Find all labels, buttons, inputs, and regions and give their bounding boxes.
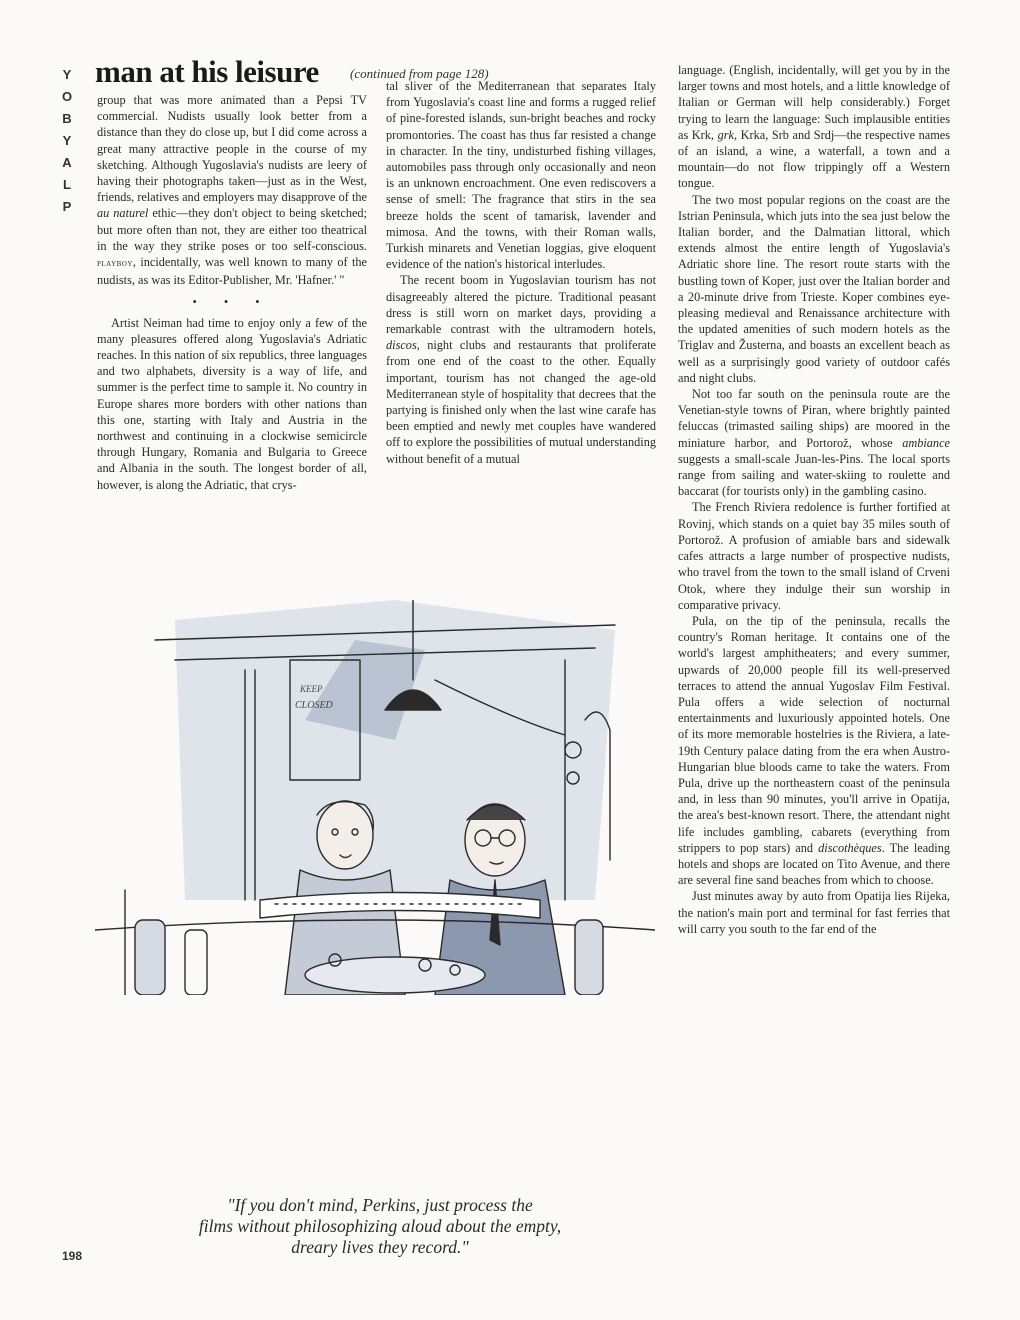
logo-letter: O — [61, 89, 73, 104]
page-number: 198 — [62, 1249, 83, 1263]
column-2 — [386, 78, 656, 467]
paragraph: group that was more animated than a Pepsi TV commercial. Nudists usually look better from a distance than they do close up, but I did come across a great many attractive people in the course of my sketching. Although Yugoslavia's nudists are leery of having their photographs taken—just as in the West, friends, relatives and employers may disapprove of the au naturel ethic—they don't object to being sketched; but more often than not, they are either too theatrical in the way they strike poses or too self-conscious. playboy, incidentally, was well known to many of the nudists, as was its Editor-Publisher, Mr. 'Hafner.' " — [97, 93, 367, 288]
logo-letter: Y — [62, 67, 72, 82]
cartoon-caption: "If you don't mind, Perkins, just process the films without philosophizing aloud about the empty, dreary lives they record." — [198, 1195, 562, 1257]
paragraph: language. (English, incidentally, will get you by in the larger towns and most hotels, and a little knowledge of Italian or German will help considerably.) Forget trying to learn the language: Such implausible entities as Krk, grk, Krka, Srb and Srdj—the respective names of an island, a wine, a waterfall, a town and a mountain—do not flow trippingly off a Western tongue. — [678, 63, 951, 191]
column-3 — [678, 62, 950, 937]
article-title: man at his leisure — [95, 54, 319, 89]
paragraph: The recent boom in Yugoslavian tourism has not disagreeably altered the picture. Traditional peasant dress is still worn on market days, providing a remarkable contrast with the ultramodern hotels, discos, night clubs and restaurants that proliferate from one end of the coast to the other. Equally important, tourism has not changed the age-old Mediterranean style of hospitality that decrees that the partying is finished only when the last wine carafe has been emptied and newly met couples have wandered off to explore the possibilities of mutual understanding without benefit of a mutual — [386, 273, 656, 466]
magazine-vertical-logo — [57, 64, 77, 218]
logo-letter: P — [62, 199, 72, 214]
paragraph: Pula, on the tip of the peninsula, recalls the country's Roman heritage. It contains one of the world's largest amphitheaters; and every summer, upwards of 20,000 people fill its well-preserved terraces to attend the annual Yugoslav Film Festival. Pula offers a wide selection of nocturnal entertainments and luxuriously appointed hotels. One of its more memorable hostelries is the Riviera, a late-19th Century palace dating from the era when Austro-Hungarian blue bloods came to take the waters. From Pula, drive up the northeastern coast of the peninsula and, in less than 90 minutes, you'll arrive in Opatija, the area's best-known resort. There, the attendant night life includes gambling, cabarets (everything from strippers to pop stars) and discothèques. The leading hotels and shops are located on Tito Avenue, and there are several fine sand beaches from which to choose. — [678, 613, 951, 888]
svg-text:CLOSED: CLOSED — [295, 700, 333, 711]
paragraph: Just minutes away by auto from Opatija lies Rijeka, the nation's main port and terminal for fast ferries that will carry you south to the far end of the — [678, 889, 950, 936]
paragraph: Not too far south on the peninsula route are the Venetian-style towns of Piran, where brightly painted feluccas (trimasted sailing ships) are moored in the miniature harbor, and Portorož, whose ambiance suggests a small-scale Juan-les-Pins. The local sports range from sailing and water-skiing to roulette and baccarat (for tourists only) in the gambling casino. — [678, 387, 950, 499]
logo-letter: B — [62, 111, 72, 126]
section-break: • • • — [192, 295, 272, 310]
logo-letter: L — [63, 177, 71, 192]
cartoon-illustration — [95, 600, 655, 995]
continued-note: (continued from page 128) — [350, 66, 489, 81]
paragraph: The French Riviera redolence is further fortified at Rovinj, which stands on a quiet bay 35 miles south of Portorož. A profusion of amiable bars and sidewalk cafes attracts a large number of prospective nudists, who travel from the town to the small island of Crveni Otok, where they indulge their sun worship in comparative privacy. — [678, 500, 950, 612]
logo-letter: A — [62, 155, 72, 170]
paragraph: The two most popular regions on the coast are the Istrian Peninsula, which juts into the sea just below the Italian border, and the Dalmatian littoral, which extends almost the entire length of Yugoslavia's Adriatic shore line. The resort route starts with the bustling town of Koper, just over the Italian border and a 20-minute drive from Trieste. Koper combines eye-pleasing medieval and Renaissance architecture with the updated amenities of such modern hotels as the Triglav and Žusterna, and boasts an excellent beach as well as a surprisingly good variety of outdoor cafés and night clubs. — [678, 192, 950, 385]
paragraph: tal sliver of the Mediterranean that separates Italy from Yugoslavia's coast line and forms a rugged relief of pine-forested islands, sun-bright beaches and rocky promontories. The coast has thus far resisted a change in character. In the tiny, undisturbed fishing villages, automobiles pass through only occasionally and neon is an unknown encroachment. One even rediscovers a sense of smell: The fragrance that stirs in the sea breeze holds the scent of tamarisk, lavender and mimosa. And the towns, with their Roman walls, Turkish minarets and Venetian loggias, give eloquent evidence of the nation's historical interludes. — [386, 79, 656, 272]
logo-letter: Y — [62, 133, 72, 148]
column-1 — [97, 92, 367, 493]
svg-text:KEEP: KEEP — [300, 684, 323, 694]
paragraph: Artist Neiman had time to enjoy only a few of the many pleasures offered along Yugoslavia's Adriatic reaches. In this nation of six republics, three languages and two alphabets, diversity is a way of life, and summer is the perfect time to sample it. No country in Europe shares more borders with other nations than this one, starting with Italy and Austria in the northwest and continuing in a clockwise semicircle through Hungary, Romania and Bulgaria to Greece and Albania in the south. The longest border of all, however, is along the Adriatic, that crys- — [97, 315, 367, 492]
